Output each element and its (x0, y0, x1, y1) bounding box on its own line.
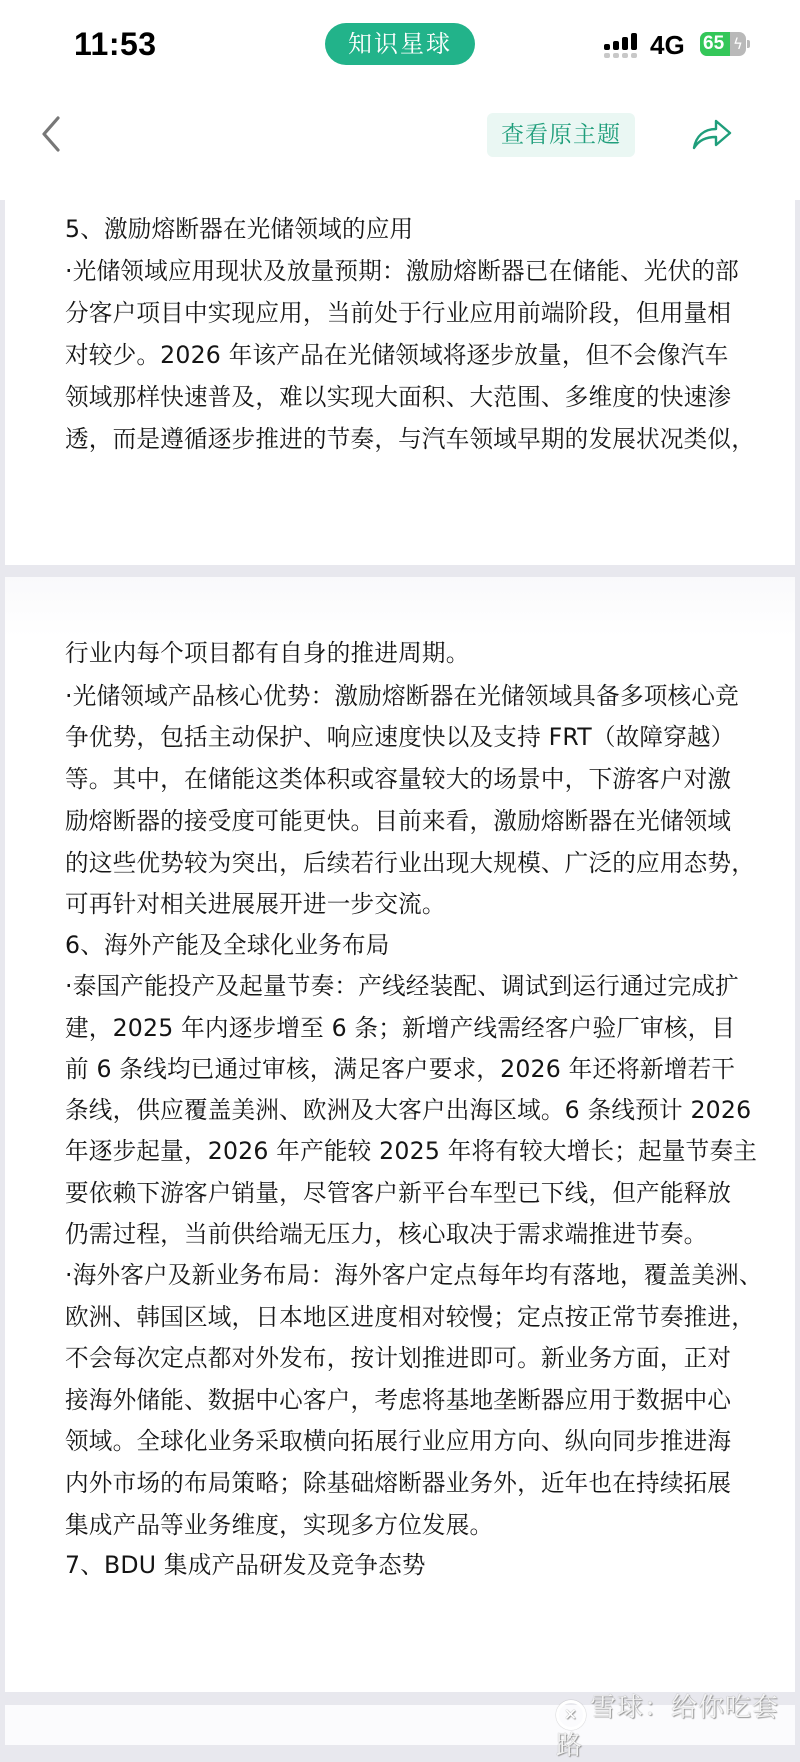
app-name-pill[interactable]: 知识星球 (325, 23, 475, 65)
watermark (556, 1692, 800, 1761)
cellular-signal-icon (604, 32, 644, 58)
chevron-left-icon (36, 112, 66, 156)
top-bar (0, 0, 800, 200)
text-line: ·光储领域应用现状及放量预期：激励熔断器已在储能、光伏的部 (65, 257, 739, 285)
text-line: 的这些优势较为突出，后续若行业出现大规模、广泛的应用态势， (65, 849, 756, 877)
text-line: 仍需过程，当前供给端无压力，核心取决于需求端推进节奏。 (65, 1220, 708, 1248)
text-line: 分客户项目中实现应用，当前处于行业应用前端阶段，但用量相 (65, 299, 732, 327)
text-line: 可再针对相关进展展开进一步交流。 (65, 890, 446, 918)
section-heading-6: 6、海外产能及全球化业务布局 (65, 931, 390, 959)
text-line: 领域。全球化业务采取横向拓展行业应用方向、纵向同步推进海 (65, 1427, 732, 1455)
battery-level: 65 (703, 33, 725, 54)
text-line: 要依赖下游客户销量，尽管客户新平台车型已下线，但产能释放 (65, 1179, 732, 1207)
text-line: 透，而是遵循逐步推进的节奏，与汽车领域早期的发展状况类似， (65, 425, 756, 453)
text-line: 领域那样快速普及，难以实现大面积、大范围、多维度的快速渗 (65, 383, 732, 411)
text-line: ·光储领域产品核心优势：激励熔断器在光储领域具备多项核心竞 (65, 682, 739, 710)
text-line: 欧洲、韩国区域，日本地区进度相对较慢；定点按正常节奏推进， (65, 1303, 756, 1331)
text-line: ·海外客户及新业务布局：海外客户定点每年均有落地，覆盖美洲、 (65, 1261, 763, 1289)
text-line: 前 6 条线均已通过审核，满足客户要求，2026 年还将新增若干 (65, 1055, 736, 1083)
status-time: 11:53 (74, 26, 157, 62)
text-line: 争优势，包括主动保护、响应速度快以及支持 FRT（故障穿越） (65, 723, 735, 751)
share-button[interactable] (688, 114, 736, 154)
text-line: 对较少。2026 年该产品在光储领域将逐步放量，但不会像汽车 (65, 341, 729, 369)
network-type: 4G (650, 30, 685, 60)
battery-icon (700, 32, 746, 56)
back-button[interactable] (36, 112, 66, 156)
text-line: ·泰国产能投产及起量节奏：产线经装配、调试到运行通过完成扩 (65, 972, 739, 1000)
section-heading-5: 5、激励熔断器在光储领域的应用 (65, 215, 414, 243)
text-line: 等。其中，在储能这类体积或容量较大的场景中，下游客户对激 (65, 765, 732, 793)
battery-tip (747, 40, 750, 48)
text-line: 接海外储能、数据中心客户，考虑将基地垄断器应用于数据中心 (65, 1386, 732, 1414)
text-line: 励熔断器的接受度可能更快。目前来看，激励熔断器在光储领域 (65, 807, 732, 835)
text-line: 集成产品等业务维度，实现多方位发展。 (65, 1511, 494, 1539)
section-heading-7: 7、BDU 集成产品研发及竞争态势 (65, 1551, 426, 1579)
content-card-2 (5, 577, 795, 1692)
text-line: 不会每次定点都对外发布，按计划推进即可。新业务方面，正对 (65, 1344, 732, 1372)
text-line: 条线，供应覆盖美洲、欧洲及大客户出海区域。6 条线预计 2026 (65, 1096, 752, 1124)
text-line: 行业内每个项目都有自身的推进周期。 (65, 639, 470, 667)
share-arrow-icon (688, 114, 736, 154)
view-original-topic-button[interactable]: 查看原主题 (487, 113, 635, 157)
charging-bolt-icon: ϟ (733, 35, 743, 53)
text-line: 内外市场的布局策略；除基础熔断器业务外，近年也在持续拓展 (65, 1469, 732, 1497)
text-line: 年逐步起量，2026 年产能较 2025 年将有较大增长；起量节奏主 (65, 1137, 758, 1165)
watermark-text: 雪球：给你吃套路 (556, 1693, 780, 1761)
text-line: 建，2025 年内逐步增至 6 条；新增产线需经客户验厂审核，目 (65, 1014, 736, 1042)
content-card-1 (5, 200, 795, 565)
snowball-logo-icon: ✕ (556, 1700, 586, 1730)
